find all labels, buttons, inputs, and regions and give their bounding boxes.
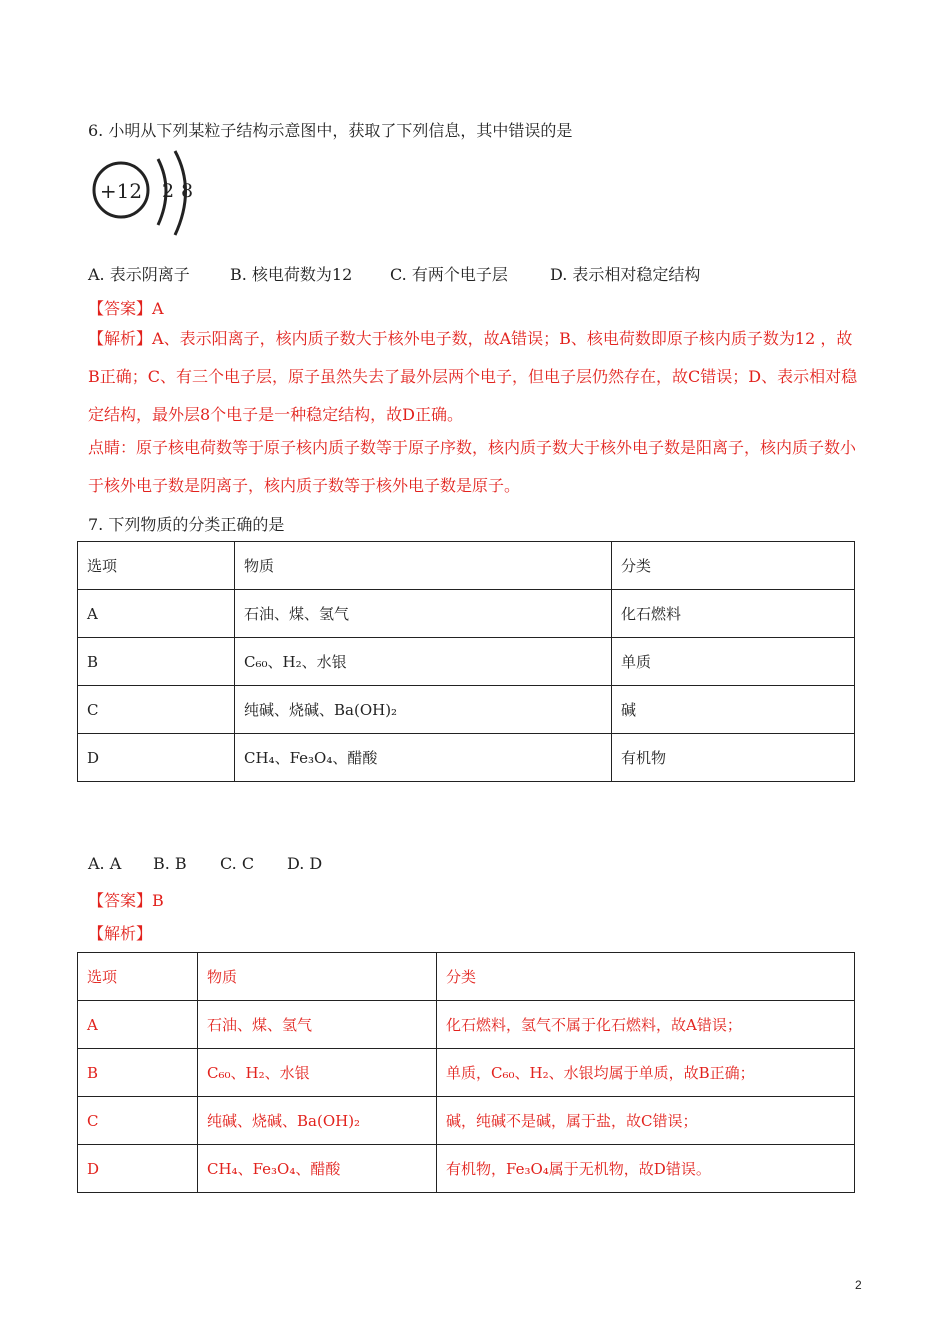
- table-cell: A: [78, 1001, 198, 1049]
- header-cell: 分类: [437, 953, 855, 1001]
- table-cell: 单质: [612, 638, 855, 686]
- q7-option-c: C. C: [220, 854, 255, 873]
- q7-option-a: A. A: [88, 854, 122, 873]
- q7-option-d: D. D: [287, 854, 323, 873]
- page-number: 2: [855, 1278, 862, 1292]
- table-cell: B: [78, 1049, 198, 1097]
- table-cell: C₆₀、H₂、水银: [198, 1049, 437, 1097]
- table-cell: 有机物，Fe₃O₄属于无机物，故D错误。: [437, 1145, 855, 1193]
- q6-analysis-tag: 【解析】: [88, 329, 153, 348]
- table-row: [78, 1049, 855, 1097]
- q7-option-b: B. B: [153, 854, 187, 873]
- table-cell: 化石燃料: [612, 590, 855, 638]
- q7-table: [77, 541, 855, 782]
- table-row: [78, 1001, 855, 1049]
- q6-stem: 6. 小明从下列某粒子结构示意图中，获取了下列信息，其中错误的是: [88, 121, 573, 140]
- table-row: [78, 638, 855, 686]
- table-cell: D: [78, 734, 235, 782]
- q6-option-a: A. 表示阴离子: [88, 265, 190, 284]
- header-cell: 分类: [612, 542, 855, 590]
- table-cell: 石油、煤、氢气: [198, 1001, 437, 1049]
- table-row: [78, 734, 855, 782]
- table-cell: 有机物: [612, 734, 855, 782]
- table-cell: 化石燃料，氢气不属于化石燃料，故A错误；: [437, 1001, 855, 1049]
- shell1-electrons: 2: [161, 180, 175, 202]
- q7-stem: 7. 下列物质的分类正确的是: [88, 515, 285, 534]
- q6-option-d: D. 表示相对稳定结构: [550, 265, 701, 284]
- table-header-row: [78, 542, 855, 590]
- q6-analysis-block: [88, 320, 863, 434]
- table-row: [78, 590, 855, 638]
- table-cell: CH₄、Fe₃O₄、醋酸: [198, 1145, 437, 1193]
- table-cell: 纯碱、烧碱、Ba(OH)₂: [235, 686, 612, 734]
- header-cell: 物质: [235, 542, 612, 590]
- q7-answer: 【答案】B: [88, 891, 164, 910]
- q6-analysis: A、表示阳离子，核内质子数大于核外电子数，故A错误；B、核电荷数即原子核内质子数为12 ，故B正确；C、有三个电子层，原子虽然失去了最外层两个电子，但电子层仍然存在，故C错误；D、表示相对稳定结构，最外层8个电子是一种稳定结构，故D正确。: [88, 329, 858, 424]
- q6-answer: 【答案】A: [88, 299, 164, 318]
- shell2-electrons: 8: [180, 180, 194, 202]
- atom-structure-diagram: [88, 145, 203, 240]
- table-cell: 石油、煤、氢气: [235, 590, 612, 638]
- table-cell: CH₄、Fe₃O₄、醋酸: [235, 734, 612, 782]
- table-cell: A: [78, 590, 235, 638]
- table-header-row: [78, 953, 855, 1001]
- q6-option-c: C. 有两个电子层: [390, 265, 508, 284]
- header-cell: 物质: [198, 953, 437, 1001]
- table-cell: B: [78, 638, 235, 686]
- table-cell: C: [78, 686, 235, 734]
- table-cell: D: [78, 1145, 198, 1193]
- table-row: [78, 686, 855, 734]
- table-row: [78, 1145, 855, 1193]
- table-row: [78, 1097, 855, 1145]
- table-cell: 碱: [612, 686, 855, 734]
- q7-analysis-tag: 【解析】: [88, 924, 153, 943]
- table-cell: C: [78, 1097, 198, 1145]
- table-cell: 碱，纯碱不是碱，属于盐，故C错误；: [437, 1097, 855, 1145]
- nucleus-charge: +12: [99, 179, 143, 203]
- table-cell: 纯碱、烧碱、Ba(OH)₂: [198, 1097, 437, 1145]
- q6-option-b: B. 核电荷数为12: [230, 265, 353, 284]
- q7-analysis-table: [77, 952, 855, 1193]
- header-cell: 选项: [78, 953, 198, 1001]
- header-cell: 选项: [78, 542, 235, 590]
- table-cell: C₆₀、H₂、水银: [235, 638, 612, 686]
- table-cell: 单质，C₆₀、H₂、水银均属于单质，故B正确；: [437, 1049, 855, 1097]
- q6-tip: 点睛：原子核电荷数等于原子核内质子数等于原子序数，核内质子数大于核外电子数是阳离子，核内质子数小于核外电子数是阴离子，核内质子数等于核外电子数是原子。: [88, 438, 857, 495]
